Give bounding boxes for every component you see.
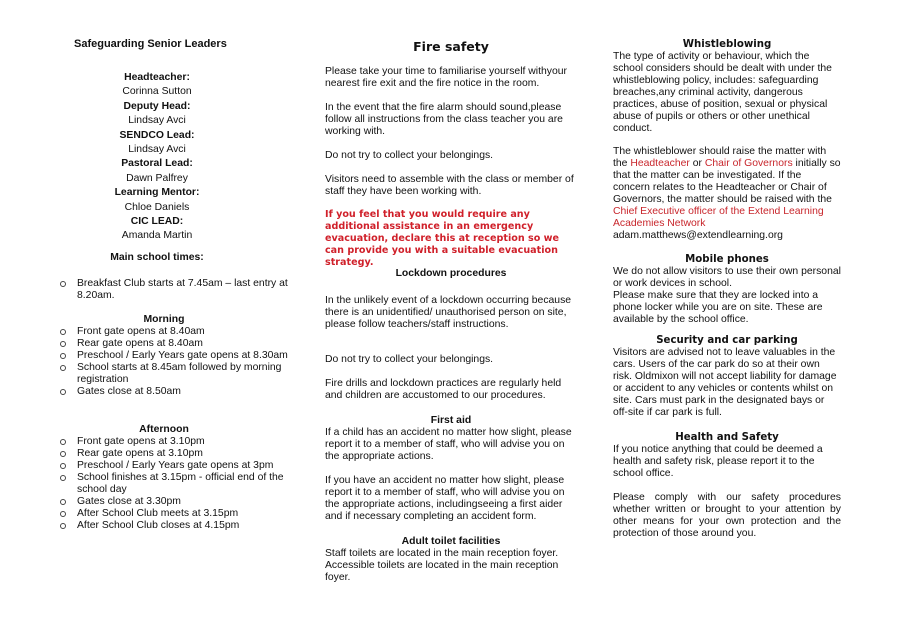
leaders-list <box>52 71 262 244</box>
role-label: SENDCO Lead: <box>119 129 195 141</box>
role-label: Pastoral Lead: <box>121 158 193 170</box>
whistle-paragraph: The type of activity or behaviour, which the school considers should be dealt with under the whistleblowing policy, includes: safeguarding breaches,any criminal activity, dangerous practices, abuse of position, sexual or physical abuse of pupils or others or other unethical conduct. <box>613 51 832 134</box>
headteacher-highlight: Headteacher <box>630 158 690 169</box>
security-paragraph: Visitors are advised not to leave valuables in the cars. Users of the car park do so at their own risk. Oldmixon will not accept liability for damage or accident to any vehicles or contents whilst on site. Cars must park in the designated bays or off-site if car park is full. <box>613 347 837 418</box>
afternoon-title: Afternoon <box>139 424 189 435</box>
role-label: Deputy Head: <box>123 100 191 112</box>
mobile-paragraph: We do not allow visitors to use their own personal or work devices in school. <box>613 266 841 289</box>
list-item: Rear gate opens at 8.40am <box>52 338 292 350</box>
fire-paragraph: In the event that the fire alarm should sound,please follow all instructions from the class teacher you are working with. <box>325 102 563 137</box>
role-name: Lindsay Avci <box>128 115 186 127</box>
health-paragraph: Please comply with our safety procedures whether written or brought to your attention by other means for your own protection and the protection of those around you. <box>613 492 841 539</box>
list-item: After School Club meets at 3.15pm <box>52 508 292 520</box>
list-item: School starts at 8.45am followed by morning registration <box>52 362 292 386</box>
list-item: After School Club closes at 4.15pm <box>52 520 292 532</box>
firstaid-paragraph: If you have an accident no matter how slight, please report it to a member of staff, who will advise you on the appropriate actions, includingseeing a first aider and if necessary completing an accident form. <box>325 475 565 522</box>
morning-list <box>52 326 292 398</box>
morning-title: Morning <box>143 314 185 325</box>
breakfast-list <box>52 278 292 302</box>
lockdown-paragraph: Do not try to collect your belongings. <box>325 354 494 365</box>
whistle-title: Whistleblowing <box>682 39 772 50</box>
fire-paragraph: Visitors need to assemble with the class or member of staff they have been working with. <box>325 174 574 197</box>
fire-paragraph: Please take your time to familiarise yourself withyour nearest fire exit and the fire notice in the room. <box>325 66 567 89</box>
toilets-title: Adult toilet facilities <box>401 536 501 547</box>
afternoon-list <box>52 436 292 532</box>
list-item: Gates close at 3.30pm <box>52 496 292 508</box>
role-name: Chloe Daniels <box>124 201 190 213</box>
role-label: Learning Mentor: <box>114 187 200 199</box>
role-name: Corinna Sutton <box>122 86 192 98</box>
role-name: Amanda Martin <box>121 230 193 242</box>
list-item: Front gate opens at 8.40am <box>52 326 292 338</box>
toilets-paragraph: Staff toilets are located in the main reception foyer. <box>325 548 559 559</box>
firstaid-paragraph: If a child has an accident no matter how slight, please report it to a member of staff, who will advise you on the appropriate actions. <box>325 427 572 462</box>
fire-paragraph: Do not try to collect your belongings. <box>325 150 494 161</box>
list-item: School finishes at 3.15pm - official end of the school day <box>52 472 292 496</box>
lockdown-paragraph: Fire drills and lockdown practices are regularly held and children are accustomed to our procedures. <box>325 378 562 401</box>
list-item: Preschool / Early Years gate opens at 8.30am <box>52 350 292 362</box>
toilets-paragraph: Accessible toilets are located in the main reception foyer. <box>325 560 559 583</box>
role-name: Lindsay Avci <box>128 144 186 156</box>
lockdown-paragraph: In the unlikely event of a lockdown occurring because there is an unidentified/ unauthorised person on site, please follow teachers/staff instructions. <box>325 295 572 330</box>
health-title: Health and Safety <box>675 432 779 443</box>
lockdown-title: Lockdown procedures <box>395 268 507 279</box>
mobile-paragraph: Please make sure that they are locked into a phone locker while you are on site. These are available by the school office. <box>613 290 823 325</box>
security-title: Security and car parking <box>656 335 798 346</box>
list-item: Gates close at 8.50am <box>52 386 292 398</box>
list-item: Front gate opens at 3.10pm <box>52 436 292 448</box>
role-label: Headteacher: <box>124 72 190 83</box>
role-label: CIC LEAD: <box>130 216 184 228</box>
list-item: Preschool / Early Years gate opens at 3pm <box>52 460 292 472</box>
chair-highlight: Chair of Governors <box>704 158 793 169</box>
fire-title: Fire safety <box>413 39 489 54</box>
list-item: Rear gate opens at 3.10pm <box>52 448 292 460</box>
evacuation-warning: If you feel that you would require any additional assistance in an emergency evacuation, declare this at reception so we can provide you with a suitable evacuation strategy. <box>325 209 560 268</box>
health-paragraph: If you notice anything that could be deemed a health and safety risk, please report it to the school office. <box>613 444 823 479</box>
role-name: Dawn Palfrey <box>126 172 188 184</box>
list-item: Breakfast Club starts at 7.45am – last entry at 8.20am. <box>52 278 292 302</box>
ceo-highlight: Chief Executive officer of the Extend Learning Academies Network <box>613 206 824 229</box>
leaders-title: Safeguarding Senior Leaders <box>74 38 227 50</box>
whistle-escalation: The whistleblower should raise the matter with the Headteacher or Chair of Governors initially so that the matter can be investigated. If the concern relates to the Headteacher or Chair of Governors, the matter should be raised with the Chief Executive officer of the Extend Learning Academies Network <box>613 146 841 229</box>
contact-email[interactable]: adam.matthews@extendlearning.org <box>613 230 783 241</box>
mobile-title: Mobile phones <box>685 254 769 265</box>
times-title: Main school times: <box>110 252 204 263</box>
firstaid-title: First aid <box>430 415 472 426</box>
